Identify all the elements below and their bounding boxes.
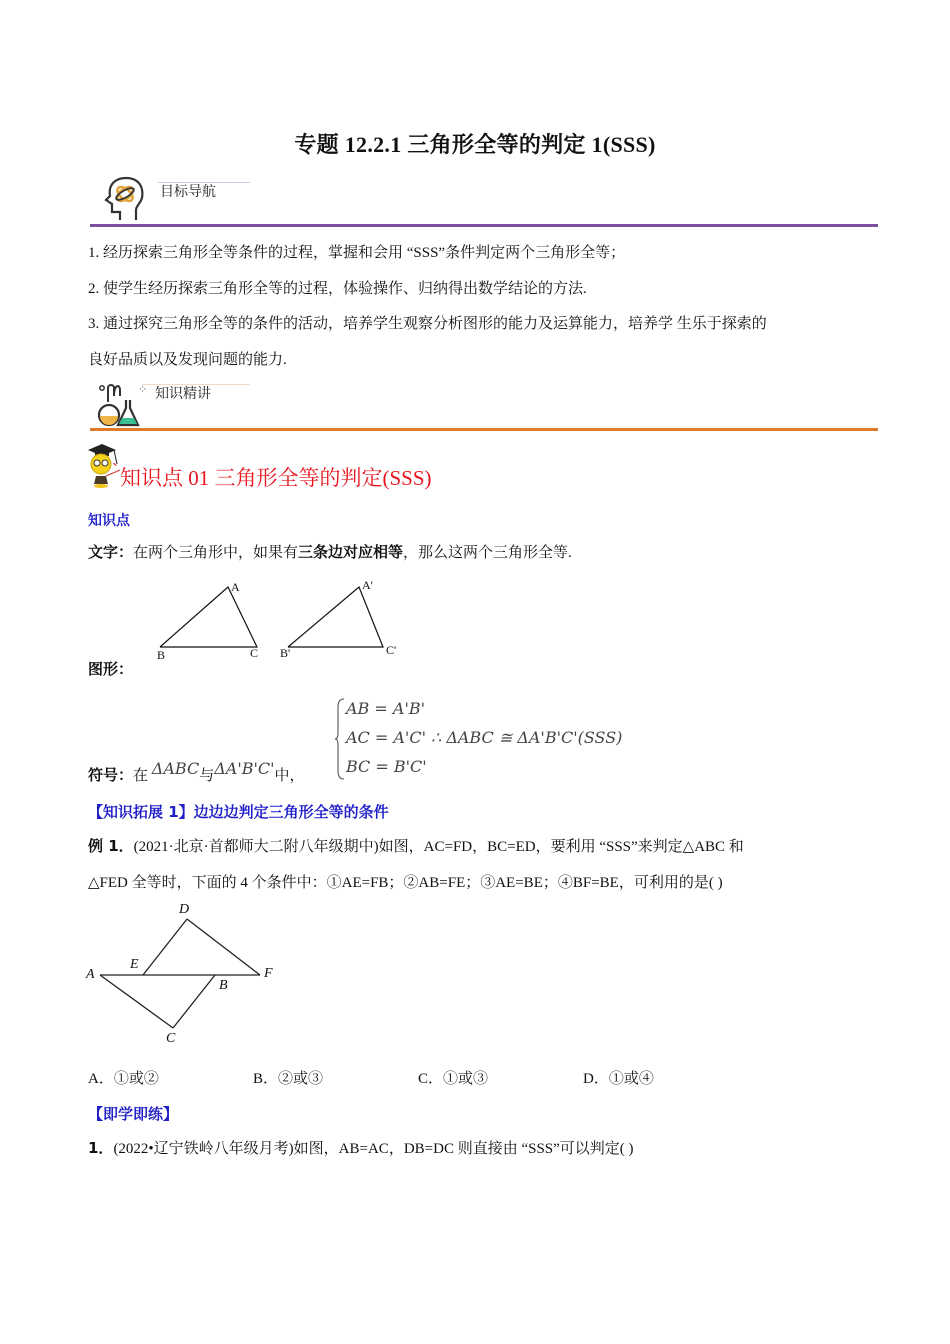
knowledge-point-title: 知识点 01 三角形全等的判定(SSS)	[120, 466, 432, 490]
head-brain-icon	[100, 176, 150, 224]
section-knowledge-label: 知识精讲	[155, 386, 211, 402]
option-c[interactable]: C．①或③	[418, 1071, 489, 1087]
example-label: 例 1．	[88, 837, 134, 855]
example-text: (2021·北京·首都师大二附八年级期中)如图，AC=FD，BC=ED，要利用 “SSS”来判定△ABC 和	[133, 839, 744, 855]
quote-mark: `	[112, 460, 118, 480]
page-title: 专题 12.2.1 三角形全等的判定 1(SSS)	[294, 132, 656, 157]
text-label: 文字：	[88, 543, 134, 561]
vertex-label: A'	[362, 578, 373, 592]
question-text: (2022•辽宁铁岭八年级月考)如图，AB=AC，DB=DC 则直接由 “SSS”可以判定( )	[113, 1141, 634, 1157]
practice-question-1	[88, 1138, 634, 1159]
equation-3: BC = B'C'	[346, 757, 427, 776]
example-line-2: △FED 全等时，下面的 4 个条件中：①AE=FB；②AB=FE；③AE=BE；④BF=BE，可利用的是( )	[88, 875, 723, 891]
goal-item: 良好品质以及发现问题的能力.	[88, 352, 287, 368]
divider-purple	[90, 224, 878, 227]
goal-item: 2. 使学生经历探索三角形全等的过程，体验操作、归纳得出数学结论的方法.	[88, 281, 587, 297]
sparkle-icon: ⁘	[138, 384, 148, 396]
option-a[interactable]: A．①或②	[88, 1071, 159, 1087]
point-label-f: F	[264, 966, 273, 981]
question-number: 1．	[88, 1139, 114, 1157]
symbol-mid: 与	[199, 768, 215, 784]
equation-1: AB = A'B'	[346, 699, 425, 718]
vertex-label: B	[157, 648, 166, 662]
point-label-e: E	[130, 957, 139, 972]
math-triangle-abc-prime: ΔA'B'C'	[214, 759, 275, 778]
text-bold: 三条边对应相等	[298, 543, 404, 561]
figure-label: 图形：	[88, 660, 134, 678]
goal-item: 1. 经历探索三角形全等条件的过程，掌握和会用 “SSS”条件判定两个三角形全等；	[88, 245, 626, 261]
text-definition	[88, 542, 572, 563]
symbol-label: 符号：	[88, 766, 134, 784]
point-label-a: A	[86, 967, 95, 982]
vertex-label: A	[231, 580, 240, 594]
brace-icon	[334, 697, 346, 781]
vertex-label: C	[250, 646, 259, 660]
point-label-d: D	[179, 902, 190, 917]
vertex-label: C'	[386, 643, 397, 657]
example-line-1	[88, 836, 744, 857]
vertex-label: B'	[280, 646, 291, 660]
text-pre: 在两个三角形中，如果有	[133, 545, 299, 561]
divider-orange	[90, 428, 878, 431]
knowledge-subhead: 知识点	[88, 513, 130, 529]
goal-item: 3. 通过探究三角形全等的条件的活动，培养学生观察分析图形的能力及运算能力，培养学 生乐于探索的	[88, 316, 767, 332]
symbol-line	[88, 759, 305, 786]
practice-title: 【即学即练】	[88, 1105, 179, 1123]
equation-2: AC = A'C' ∴ ΔABC ≅ ΔA'B'C'(SSS)	[346, 728, 623, 747]
point-label-b: B	[219, 978, 228, 993]
section-goal-label: 目标导航	[160, 184, 216, 200]
math-triangle-abc: ΔABC	[151, 759, 200, 778]
option-b[interactable]: B．②或③	[253, 1071, 324, 1087]
symbol-post: 中，	[274, 768, 305, 784]
text-post: ，那么这两个三角形全等.	[403, 545, 572, 561]
option-d[interactable]: D．①或④	[583, 1071, 654, 1087]
symbol-pre: 在	[133, 768, 149, 784]
point-label-c: C	[166, 1031, 176, 1046]
extension-title: 【知识拓展 1】边边边判定三角形全等的条件	[88, 803, 389, 821]
